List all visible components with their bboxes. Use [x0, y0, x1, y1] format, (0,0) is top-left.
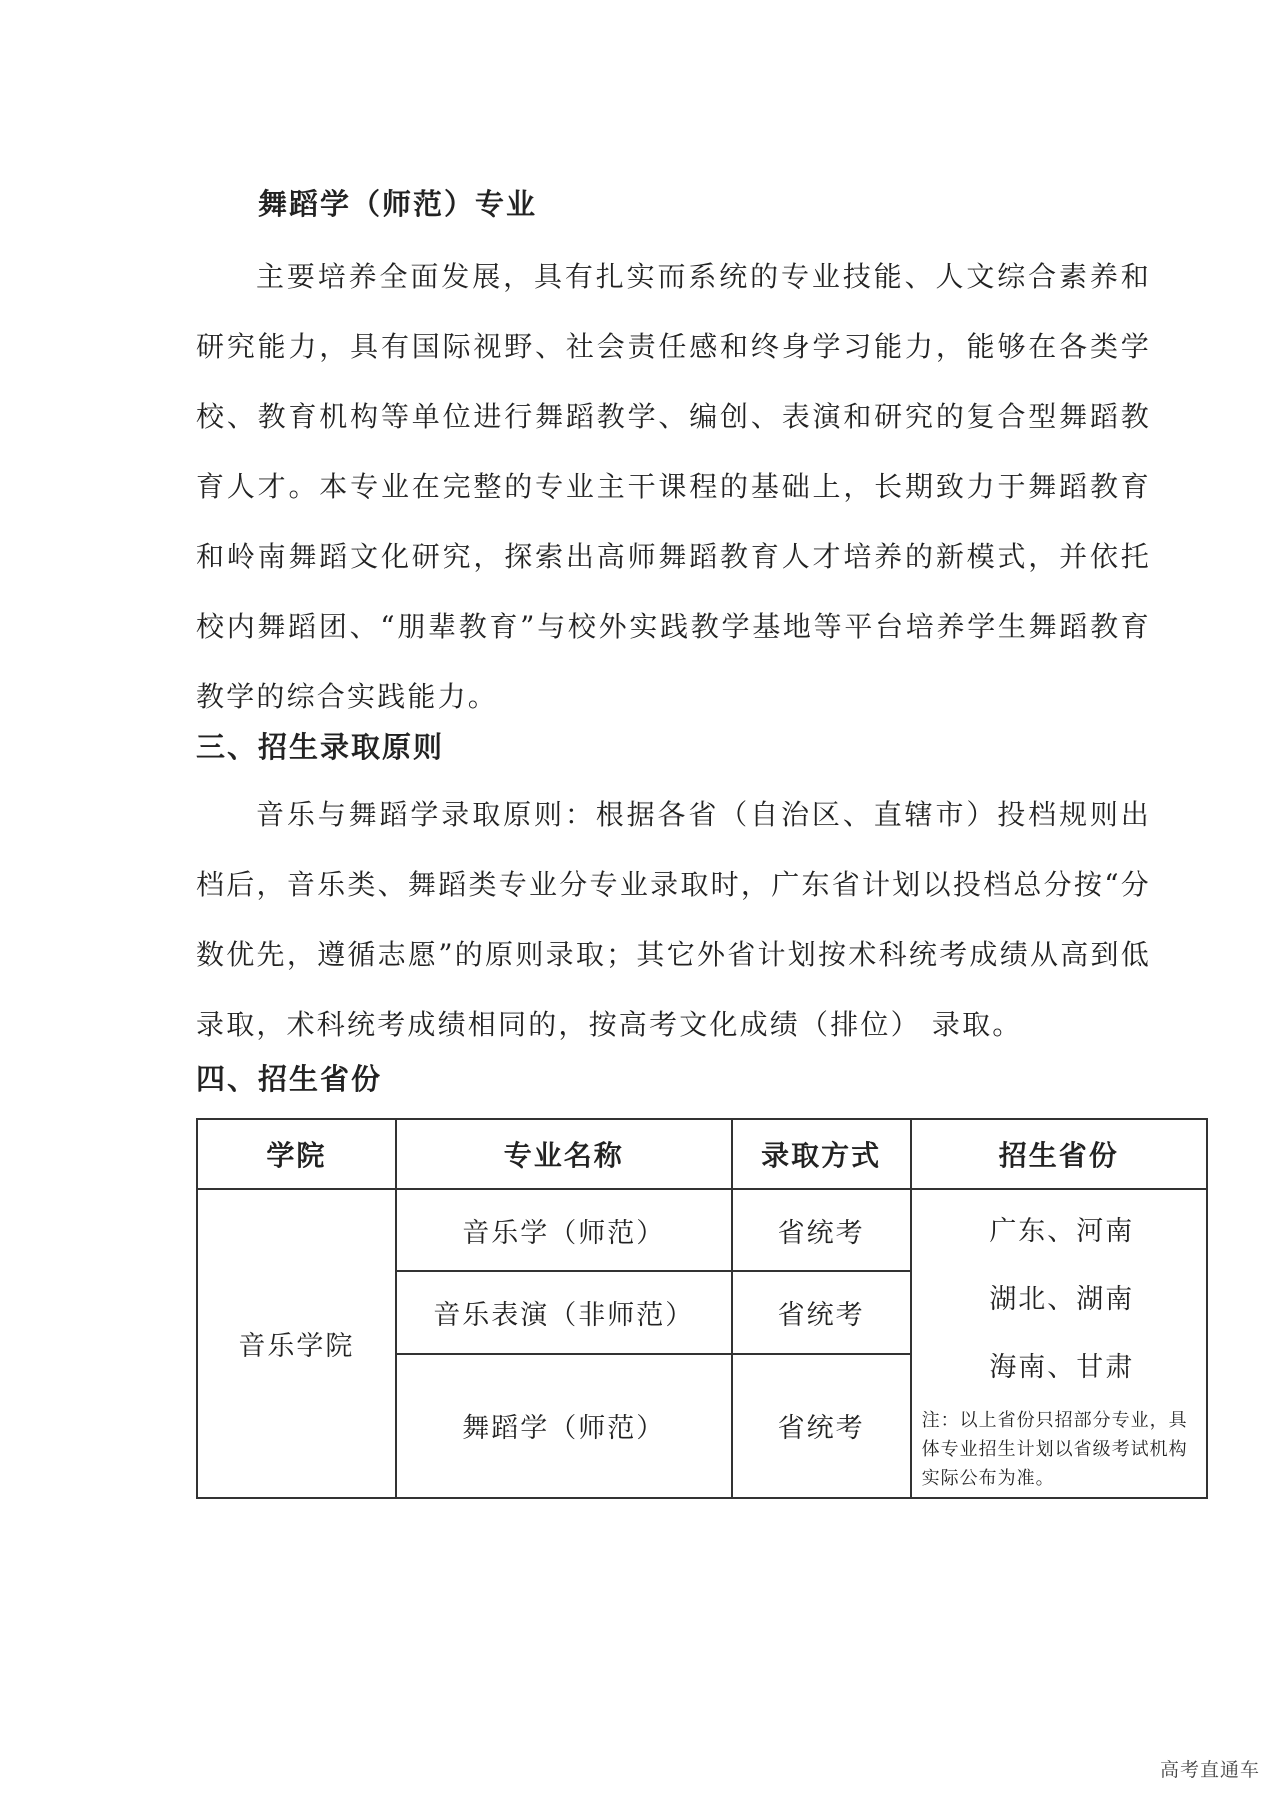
provinces-cell — [911, 1189, 1207, 1498]
province-line: 广东、河南 — [989, 1216, 1135, 1247]
province-line: 湖北、湖南 — [989, 1284, 1135, 1315]
major-description: 主要培养全面发展，具有扎实而系统的专业技能、人文综合素养和研究能力，具有国际视野、社会责任感和终身学习能力，能够在各类学校、教育机构等单位进行舞蹈教学、编创、表演和研究的复合型舞蹈教育人才。本专业在完整的专业主干课程的基础上，长期致力于舞蹈教育和岭南舞蹈文化研究，探索出高师舞蹈教育人才培养的新模式，并依托校内舞蹈团、“朋辈教育”与校外实践教学基地等平台培养学生舞蹈教育教学的综合实践能力。 — [196, 260, 1151, 713]
section-provinces-title: 四、招生省份 — [196, 1062, 383, 1096]
provinces-table — [196, 1118, 1208, 1499]
section-admission-principles-title: 三、招生录取原则 — [196, 730, 445, 764]
table-row — [197, 1189, 1207, 1271]
watermark: 高考直通车 — [1159, 1759, 1260, 1781]
header-college: 学院 — [197, 1119, 396, 1189]
header-method: 录取方式 — [732, 1119, 911, 1189]
provinces-note: 注：以上省份只招部分专业，具体专业招生计划以省级考试机构实际公布为准。 — [921, 1410, 1188, 1489]
province-line: 海南、甘肃 — [989, 1352, 1135, 1383]
method-cell: 省统考 — [732, 1354, 911, 1498]
table-header-row — [197, 1119, 1207, 1189]
major-cell: 音乐表演（非师范） — [396, 1271, 732, 1353]
method-cell: 省统考 — [732, 1271, 911, 1353]
college-cell: 音乐学院 — [197, 1189, 396, 1498]
major-cell: 音乐学（师范） — [396, 1189, 732, 1271]
header-provinces: 招生省份 — [911, 1119, 1207, 1189]
major-cell: 舞蹈学（师范） — [396, 1354, 732, 1498]
method-cell: 省统考 — [732, 1189, 911, 1271]
admission-principles-text: 音乐与舞蹈学录取原则：根据各省（自治区、直辖市）投档规则出档后，音乐类、舞蹈类专业分专业录取时，广东省计划以投档总分按“分数优先，遵循志愿”的原则录取；其它外省计划按术科统考成绩从高到低录取，术科统考成绩相同的，按高考文化成绩（排位） 录取。 — [196, 798, 1151, 1041]
major-heading: 舞蹈学（师范）专业 — [258, 187, 538, 221]
header-major: 专业名称 — [396, 1119, 732, 1189]
